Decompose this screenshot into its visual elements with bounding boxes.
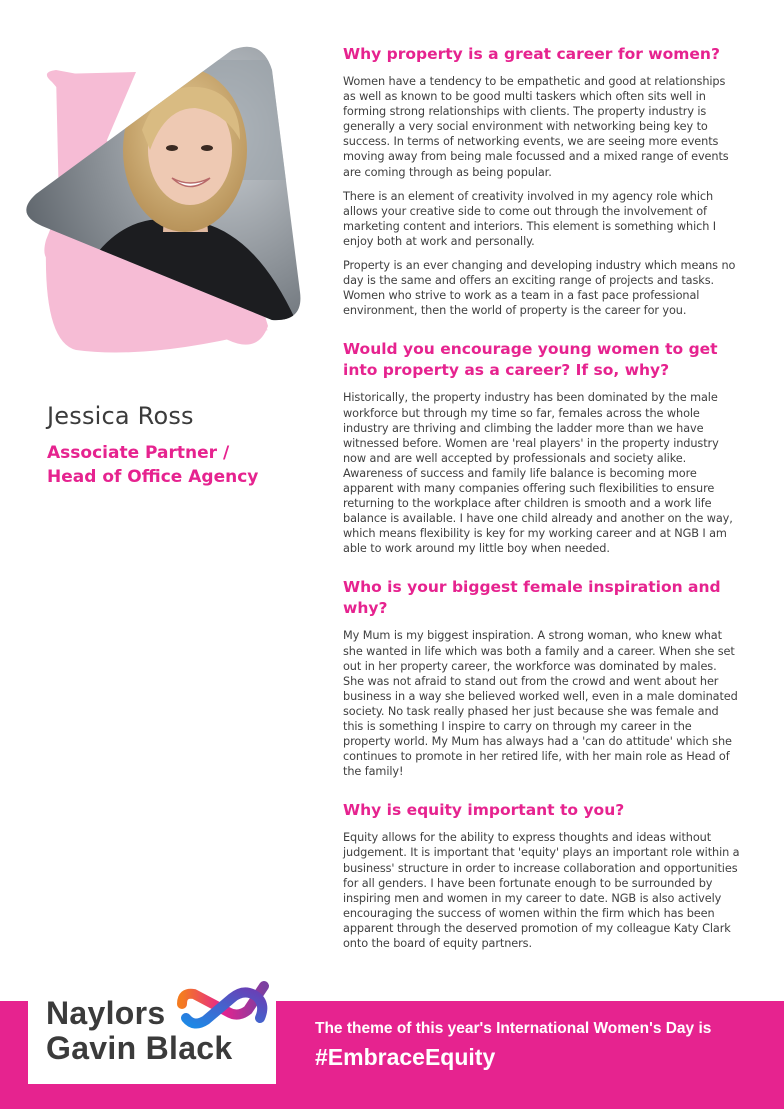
profile-name: Jessica Ross [47,402,194,430]
profile-photo [0,0,320,380]
section-heading: Why is equity important to you? [343,801,625,820]
section-heading: Who is your biggest female inspiration and why? [343,578,721,618]
section-paragraph: My Mum is my biggest inspiration. A strong woman, who knew what she wanted in life which was both a family and a career. When she set out in her property career, the workforce was dominated by males. She was not afraid to stand out from the crowd and went about her business in a way she believed worked well, even in a male dominated society. No task really phased her just because she was female and this is something I inspire to carry on through my career in the property world. My Mum has always had a 'can do attitude' which she continues to promote in her retired life, with her main role as Head of the family! [343,629,738,779]
footer-theme [315,1020,711,1071]
role-line-2: Head of Office Agency [47,467,259,487]
profile-role [47,441,297,489]
section-paragraph: Historically, the property industry has been dominated by the male workforce but through my time so far, females across the whole industry are thriving and climbing the ladder more than we have witnessed before. Women are 'real players' in the property industry now and are well accepted by professionals and society alike. Awareness of success and family life balance is becoming more apparent with many companies offering such flexibilities to ensure returning to the workplace after children is smooth and a work life balance is available. I have one child already and another on the way, which means flexibility is key for my working career and at NGB I am able to work around my little boy when needed. [343,391,733,556]
section-heading: Would you encourage young women to get into property as a career? If so, why? [343,340,718,380]
theme-hashtag: #EmbraceEquity [315,1044,496,1070]
logo-line-1: Naylors [46,995,166,1031]
ngb-ribbon-icon [176,974,272,1036]
section-paragraph: Women have a tendency to be empathetic and good at relationships as well as known to be good multi taskers which often sits well in forming strong relationships with clients. The property industry is generally a very social environment with networking being key to success. In terms of networking events, we are seeing more events moving away from being male focussed and a mixed range of events are coming through as being popular. [343,75,729,179]
theme-line: The theme of this year's International Women's Day is [315,1020,712,1037]
role-line-1: Associate Partner / [47,443,230,463]
logo-line-2: Gavin Black [46,1030,233,1066]
section-paragraph: Property is an ever changing and developing industry which means no day is the same and offers an exciting range of projects and tasks. Women who strive to work as a team in a fast pace professional environment, then the world of property is the career for you. [343,259,736,318]
company-logo [28,970,276,1084]
interview-content [343,44,741,960]
section-paragraph: Equity allows for the ability to express thoughts and ideas without judgement. It is important that 'equity' plays an important role within a business' structure in order to increase collaboration and opportunities for all genders. I have been fortunate enough to be surrounded by inspiring men and women in my career to date. NGB is also actively encouraging the success of women within the firm which has been apparent through the deserved promotion of my colleague Katy Clark onto the board of equity partners. [343,831,740,951]
section-paragraph: There is an element of creativity involved in my agency role which allows your creative side to come out through the involvement of marketing content and interiors. This element is something which I enjoy both at work and personally. [343,189,717,248]
section-heading: Why property is a great career for women? [343,45,720,63]
